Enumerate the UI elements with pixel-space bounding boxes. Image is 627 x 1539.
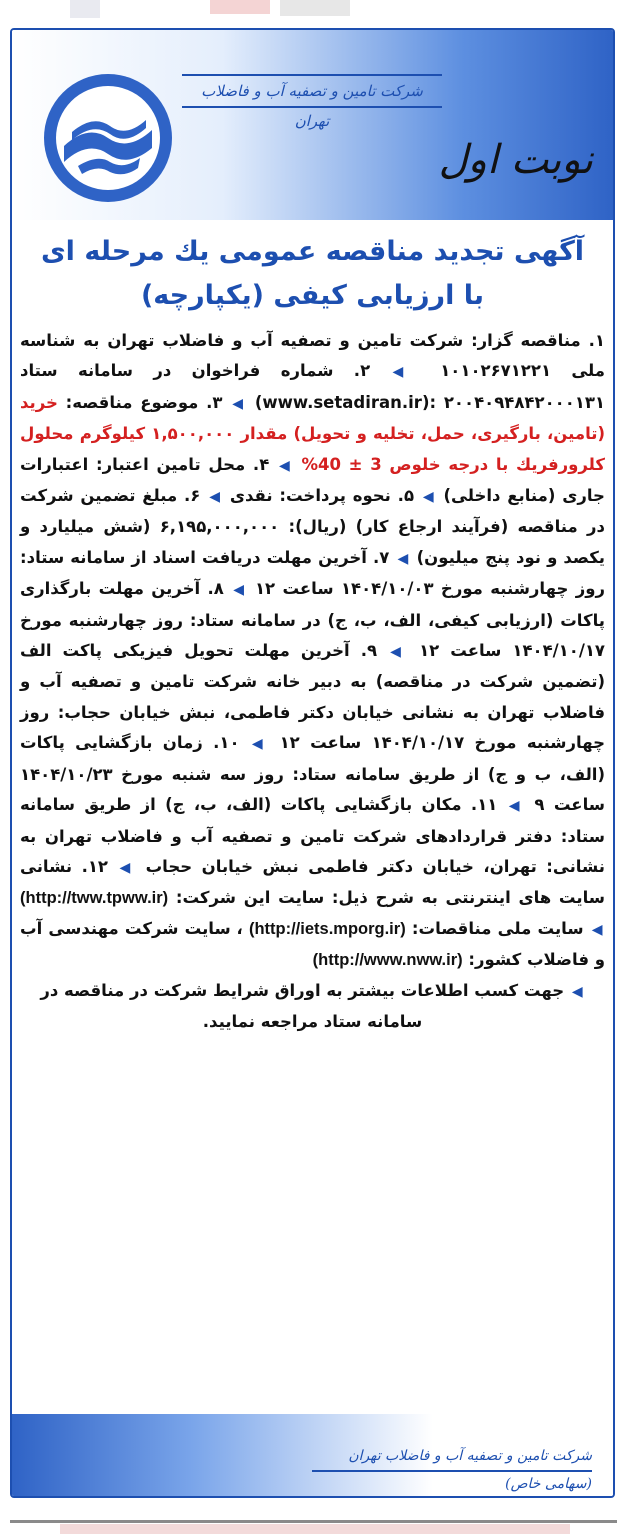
round-label: نوبت اول — [438, 137, 593, 183]
company-website-link[interactable]: (http://tww.tpww.ir) — [20, 889, 169, 908]
arrow-icon: ◀ — [591, 921, 604, 938]
arrow-icon: ◀ — [397, 550, 409, 567]
arrow-icon: ◀ — [209, 489, 222, 506]
item-1: ۱. مناقصه گزار: شرکت تامین و تصفیه آب و فاضلاب تهران به شناسه ملی ۱۰۱۰۲۶۷۱۲۲۱ — [20, 331, 606, 381]
notice-body — [20, 326, 605, 1446]
item-10: ۱۰. زمان بازگشایی پاکات (الف، ب و ج) از طریق سامانه ستاد: روز سه شنبه مورخ ۱۴۰۴/۱۰/۲۳ ساعت ۹ — [20, 733, 605, 815]
title-line-1: آگهی تجدید مناقصه عمومی یك مرحله ای — [40, 236, 585, 267]
arrow-icon: ◀ — [508, 798, 524, 815]
item-6: ۶. مبلغ تضمین شرکت در مناقصه (فرآیند ارجاع کار) (ریال): ۶,۱۹۵,۰۰۰,۰۰۰ (شش میلیارد و یکصد و نود پنج میلیون) — [20, 486, 605, 567]
arrow-icon: ◀ — [251, 736, 268, 753]
nww-website-link[interactable]: (http://www.nww.ir) — [312, 951, 463, 970]
water-company-logo-icon — [38, 68, 178, 208]
notice-paragraph — [20, 326, 605, 976]
item-8: ۸. آخرین مهلت بارگذاری پاکات (ارزیابی کیفی، الف، ب، ج) در سامانه ستاد: روز چهارشنبه مورخ ۱۴۰۴/۱۰/۱۷ ساعت ۱۲ — [20, 579, 605, 661]
tenders-website-link[interactable]: (http://iets.mporg.ir) — [248, 919, 406, 938]
item-12-tenders: سایت ملی مناقصات: — [411, 918, 584, 938]
closing-paragraph — [20, 976, 605, 1038]
item-3-label: ۳. موضوع مناقصه: — [65, 392, 223, 412]
arrow-icon: ◀ — [233, 582, 246, 599]
notice-frame — [10, 28, 615, 1498]
arrow-icon: ◀ — [278, 457, 292, 474]
bottom-decoration — [0, 1504, 627, 1539]
arrow-icon: ◀ — [232, 395, 246, 412]
arrow-icon: ◀ — [392, 364, 418, 381]
notice-title — [12, 230, 613, 318]
item-5: ۵. نحوه پرداخت: نقدی — [229, 486, 415, 506]
title-line-2: با ارزیابی کیفی (یکپارچه) — [140, 280, 485, 311]
item-9: ۹. آخرین مهلت تحویل فیزیکی پاکت الف (تضمین شرکت در مناقصه) به دبیر خانه شرکت تامین و تصفیه آب و فاضلاب تهران به نشانی خیابان دکتر فاطمی، نبش خیابان حجاب: روز چهارشنبه مورخ ۱۴۰۴/۱۰/۱۷ ساعت ۱۲ — [20, 641, 605, 753]
arrow-icon: ◀ — [422, 489, 435, 506]
notice-header — [12, 30, 613, 220]
item-11: ۱۱. مکان بازگشایی پاکات (الف، ب، ج) از طریق سامانه ستاد: دفتر قراردادهای شرکت تامین و تصفیه آب و فاضلاب تهران به نشانی: تهران، خیابان دکتر فاطمی نبش خیابان حجاب — [20, 795, 605, 876]
arrow-icon: ◀ — [571, 983, 583, 1000]
item-12-nww: ، سایت شرکت مهندسی آب و فاضلاب کشور: — [20, 918, 605, 970]
item-3-subject: خرید (تامین، بارگیری، حمل، تخلیه و تحویل) مقدار ۱,۵۰۰,۰۰۰ کیلوگرم محلول کلرورفریك با درجه خلوص 3 ± 40% — [20, 392, 606, 474]
item-2: ۲. شماره فراخوان در سامانه ستاد ۲۰۰۴۰۹۴۸۴۲۰۰۰۱۳۱ :(www.setadiran.ir) — [20, 361, 605, 412]
closing-text: جهت کسب اطلاعات بیشتر به اوراق شرایط شرکت در مناقصه در سامانه ستاد مراجعه نمایید. — [40, 980, 565, 1031]
arrow-icon: ◀ — [119, 859, 135, 876]
company-name-top: شرکت تامین و تصفیه آب و فاضلاب تهران — [182, 74, 442, 108]
top-decoration — [60, 0, 360, 22]
notice-footer — [12, 1414, 613, 1496]
item-7: ۷. آخرین مهلت دریافت اسناد از سامانه ستاد: روز چهارشنبه مورخ ۱۴۰۴/۱۰/۰۳ ساعت ۱۲ — [20, 547, 606, 599]
item-4: ۴. محل تامین اعتبار: اعتبارات جاری (منابع داخلی) — [20, 454, 605, 506]
company-name-bottom: شرکت تامین و تصفیه آب و فاضلاب تهران (سهامی خاص) — [312, 1442, 592, 1472]
arrow-icon: ◀ — [390, 644, 407, 661]
item-12-intro: ۱۲. نشانی سایت های اینترنتی به شرح ذیل: سایت این شرکت: — [20, 856, 605, 908]
